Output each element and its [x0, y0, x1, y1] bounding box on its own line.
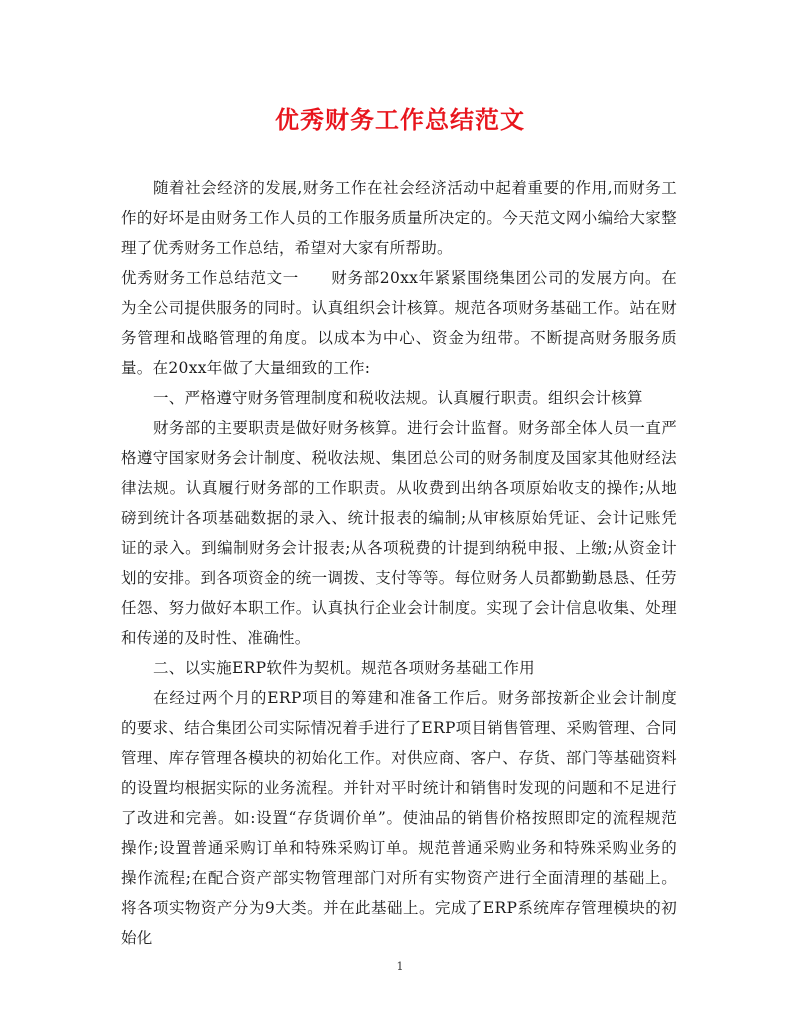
section-heading-two: 二、以实施ERP软件为契机。规范各项财务基础工作用: [153, 659, 535, 677]
paragraph-section-two: 在经过两个月的ERP项目的筹建和准备工作后。财务部按新企业会计制度的要求、结合集团公司实际情况着手进行了ERP项目销售管理、采购管理、合同管理、库存管理各模块的初始化工作。对供应商、客户、存货、部门等基础资料的设置均根据实际的业务流程。并针对平时统计和销售时发现的问题和不足进行了改进和完善。如:设置“存货调价单”。使油品的销售价格按照即定的流程规范操作;设置普通采购订单和特殊采购订单。规范普通采购业务和特殊采购业务的操作流程;在配合资产部实物管理部门对所有实物资产进行全面清理的基础上。将各项实物资产分为9大类。并在此基础上。完成了ERP系统库存管理模块的初始化: [121, 689, 677, 947]
section-heading-one: 一、严格遵守财务管理制度和税收法规。认真履行职责。组织会计核算: [153, 389, 643, 407]
document-title: 优秀财务工作总结范文: [275, 106, 525, 134]
paragraph-section-one: 财务部的主要职责是做好财务核算。进行会计监督。财务部全体人员一直严格遵守国家财务会计制度、税收法规、集团总公司的财务制度及国家其他财经法律法规。认真履行财务部的工作职责。从收费到出纳各项原始收支的操作;从地磅到统计各项基础数据的录入、统计报表的编制;从审核原始凭证、会计记账凭证的录入。到编制财务会计报表;从各项税费的计提到纳税申报、上缴;从资金计划的安排。到各项资金的统一调拨、支付等等。每位财务人员都勤勤恳恳、任劳任怨、努力做好本职工作。认真执行企业会计制度。实现了会计信息收集、处理和传递的及时性、准确性。: [121, 419, 677, 647]
paragraph-intro: 随着社会经济的发展,财务工作在社会经济活动中起着重要的作用,而财务工作的好坏是由财务工作人员的工作服务质量所决定的。今天范文网小编给大家整理了优秀财务工作总结，希望对大家有所帮助。: [121, 179, 677, 257]
page-number: 1: [396, 960, 404, 973]
paragraph-summary-one: 优秀财务工作总结范文一 财务部20xx年紧紧围绕集团公司的发展方向。在为全公司提供服务的同时。认真组织会计核算。规范各项财务基础工作。站在财务管理和战略管理的角度。以成本为中心、资金为纽带。不断提高财务服务质量。在20xx年做了大量细致的工作:: [121, 269, 677, 377]
document-body: [121, 173, 677, 953]
